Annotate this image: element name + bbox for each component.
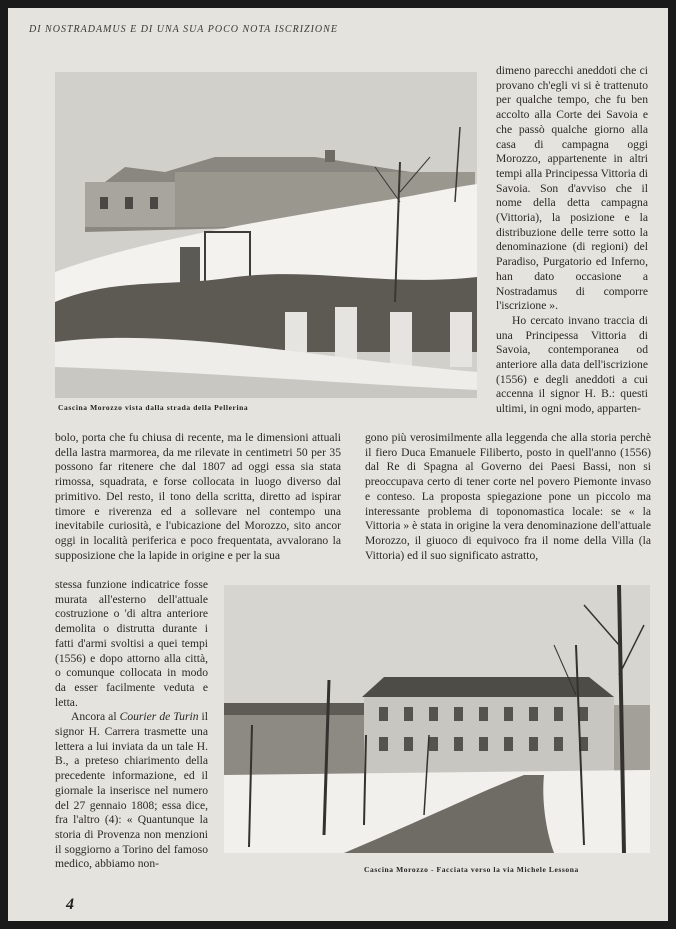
document-page: [8, 8, 668, 921]
paragraph: bolo, porta che fu chiusa di recente, ma le dimensioni attuali della lastra marmorea, da me rilevate in centimetri 50 per 35 possono far ritenere che dal 1807 ad oggi essa sia stata rimossa, squadrata, e forse collocata in luogo diverso dal primitivo. Del resto, il tono della scritta, diretto ad ispirar timore e riverenza ed a sollevare nel contempo una inevitabile curiosità, e l'ubicazione del Morozzo, sito ancor oggi in località periferica e poco frequentata, avvalorano la supposizione che la lapide in origine e per la sua: [55, 431, 341, 562]
photo-2-illustration: [224, 585, 650, 853]
photo-1-illustration: [55, 72, 477, 398]
middle-left-text: [55, 431, 341, 563]
photo-cascina-morozzo-road: [55, 72, 477, 398]
photo-1-caption: Cascina Morozzo vista dalla strada della Pellerina: [58, 403, 249, 412]
right-column-text: [496, 64, 648, 417]
journal-title: Courier de Turin: [119, 710, 199, 724]
paragraph: dimeno parecchi aneddoti che ci provano ch'egli vi si è trattenuto per qualche tempo, che fu ben accolto alla Corte dei Savoia e che passò qualche giorno alla casa di campagna oggi Morozzo, appartenente in altri tempi alla Principessa Vittoria di Savoia. Son d'avviso che il nome della detta campagna (Vittoria), la posizione e la distribuzione delle terre sotto la denominazione (di regioni) del Paradiso, Purgatorio ed Inferno, han dato occasione a Nostradamus di comporre l'iscrizione ».: [496, 64, 648, 313]
text-fragment: il signor H. Carrera trasmette una lettera a lui inviata da un tale H. B., a preteso chiarimento della precedente informazione, ed il giornale la inserisce nel numero del 27 gennaio 1808; essa dice, fra l'altro (4): « Quantunque la storia di Provenza non menzioni il soggiorno a Torino del famoso medico, abbiamo non-: [55, 710, 208, 871]
photo-cascina-morozzo-facade: [224, 585, 650, 853]
running-header: DI NOSTRADAMUS E DI UNA SUA POCO NOTA ISCRIZIONE: [29, 24, 338, 35]
bottom-left-text: [55, 578, 208, 872]
text-fragment: Ancora al: [71, 710, 120, 724]
paragraph: gono più verosimilmente alla leggenda che alla storia perchè il fiero Duca Emanuele Filiberto, posto in quell'anno (1556) dal Re di Spagna al Governo dei Paesi Bassi, non si preoccupava certo di tener corte nel povero Piemonte invaso e conteso. La proposta spiegazione pone un piccolo ma interessante problema di toponomastica locale: se « la Vittoria » è stata in origine la vera denominazione dell'attuale Morozzo, il giuoco di equivoco fra il nome della Villa (la Vittoria) ed il suo significato astratto,: [365, 431, 651, 562]
paragraph: Ho cercato invano traccia di una Principessa Vittoria di Savoia, contemporanea od anteriore alla data dell'iscrizione (1556) e degli aneddoti a cui accenna il signor H. B.: questi ultimi, in ogni modo, apparten-: [496, 313, 648, 416]
paragraph: stessa funzione indicatrice fosse murata all'esterno dell'attuale costruzione o 'di altra anteriore demolita o distrutta durante i fatti d'armi svoltisi a quei tempi (1556) e dopo attorno alla città, o comunque collocata in modo da esser facilmente veduta e letta.: [55, 578, 208, 709]
paragraph: [55, 710, 208, 872]
page-number: 4: [66, 896, 74, 913]
middle-right-text: [365, 431, 651, 563]
photo-2-caption: Cascina Morozzo - Facciata verso la via Michele Lessona: [364, 865, 579, 874]
